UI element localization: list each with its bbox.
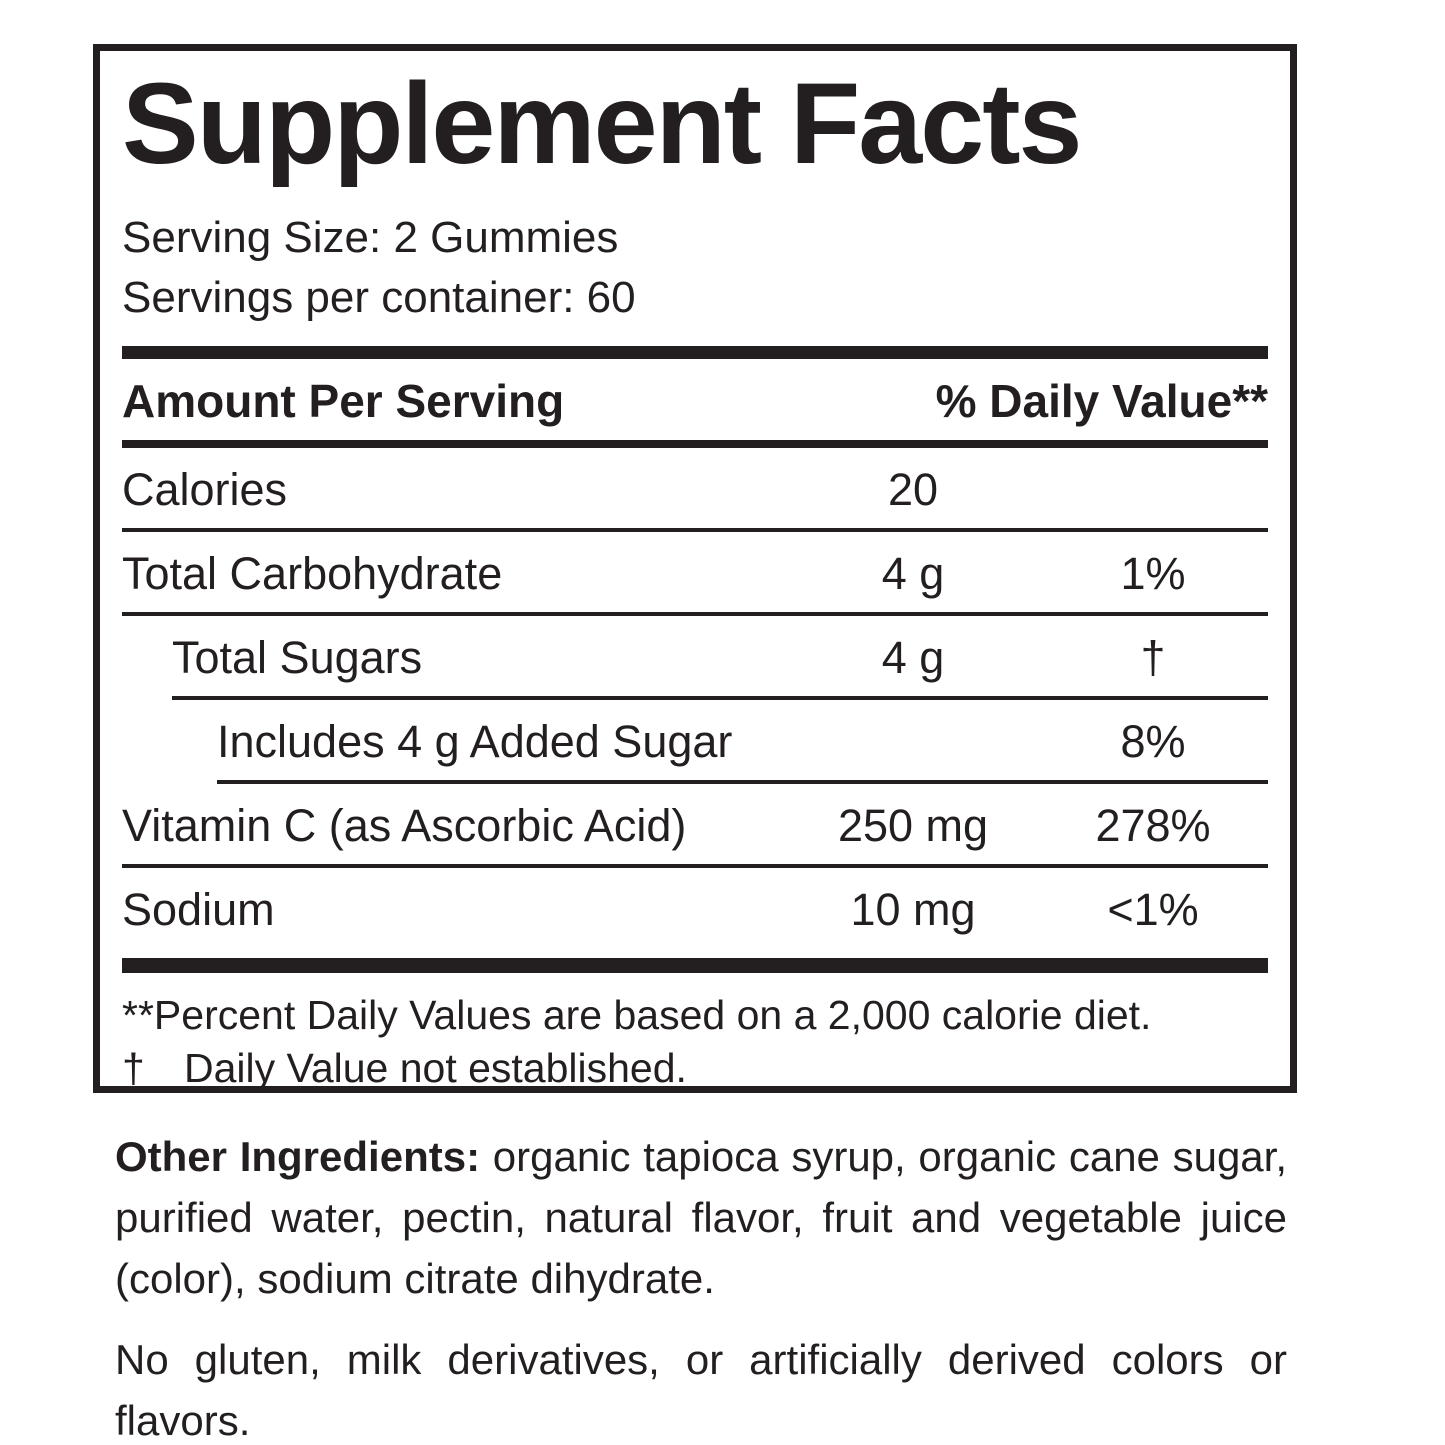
row-amount: 250 mg — [837, 800, 989, 851]
row-amount: 10 mg — [850, 884, 976, 935]
table-row-calories — [122, 448, 1268, 532]
other-ingredients-label: Other Ingredients: — [115, 1133, 481, 1180]
amount-per-serving-header: Amount Per Serving — [122, 375, 565, 427]
table-row-sodium — [122, 868, 1268, 948]
row-amount: 4 g — [881, 548, 945, 599]
table-row-vitamin-c — [122, 784, 1268, 868]
footnotes — [122, 973, 1268, 1095]
supplement-facts-panel — [93, 44, 1297, 1093]
table-row-total-sugars — [172, 616, 1268, 700]
row-daily-value: 8% — [1120, 716, 1186, 767]
allergen-statement: No gluten, milk derivatives, or artificially derived colors or flavors. — [115, 1336, 1287, 1444]
other-ingredients-paragraph — [115, 1126, 1287, 1309]
table-row-added-sugar — [217, 700, 1268, 784]
row-daily-value: 278% — [1095, 800, 1211, 851]
serving-info — [122, 208, 1268, 328]
row-label: Calories — [122, 464, 288, 515]
row-daily-value: <1% — [1107, 884, 1199, 935]
below-panel-text — [115, 1126, 1287, 1445]
footnote-daily-values — [122, 989, 1268, 1042]
other-ingredients-list: organic tapioca syrup, organic cane sugar, purified water, pectin, natural flavor, fruit and vegetable juice (color), sodium citrate dihydrate. — [115, 1133, 1288, 1302]
dagger-marker: † — [122, 1045, 145, 1091]
footnote-text: Percent Daily Values are based on a 2,000 calorie diet. — [153, 992, 1152, 1038]
double-asterisk-marker: ** — [122, 992, 154, 1038]
row-daily-value: 1% — [1120, 548, 1186, 599]
row-daily-value: † — [1140, 632, 1166, 683]
serving-size: Serving Size: 2 Gummies — [122, 213, 619, 262]
daily-value-header: % Daily Value** — [935, 375, 1268, 427]
bottom-divider-bar — [122, 958, 1268, 973]
row-label: Total Sugars — [172, 632, 423, 683]
row-label: Vitamin C (as Ascorbic Acid) — [122, 800, 687, 851]
servings-per-container: Servings per container: 60 — [122, 273, 636, 322]
row-amount: 20 — [887, 464, 939, 515]
table-header — [122, 359, 1268, 448]
top-divider-bar — [122, 346, 1268, 359]
footnote-text: Daily Value not established. — [184, 1045, 687, 1091]
row-label: Total Carbohydrate — [122, 548, 503, 599]
row-amount: 4 g — [881, 632, 945, 683]
panel-title: Supplement Facts — [122, 60, 1081, 188]
footnote-dagger — [122, 1042, 1268, 1095]
row-label: Sodium — [122, 884, 275, 935]
row-label: Includes 4 g Added Sugar — [217, 716, 733, 767]
table-row-total-carbohydrate — [122, 532, 1268, 616]
